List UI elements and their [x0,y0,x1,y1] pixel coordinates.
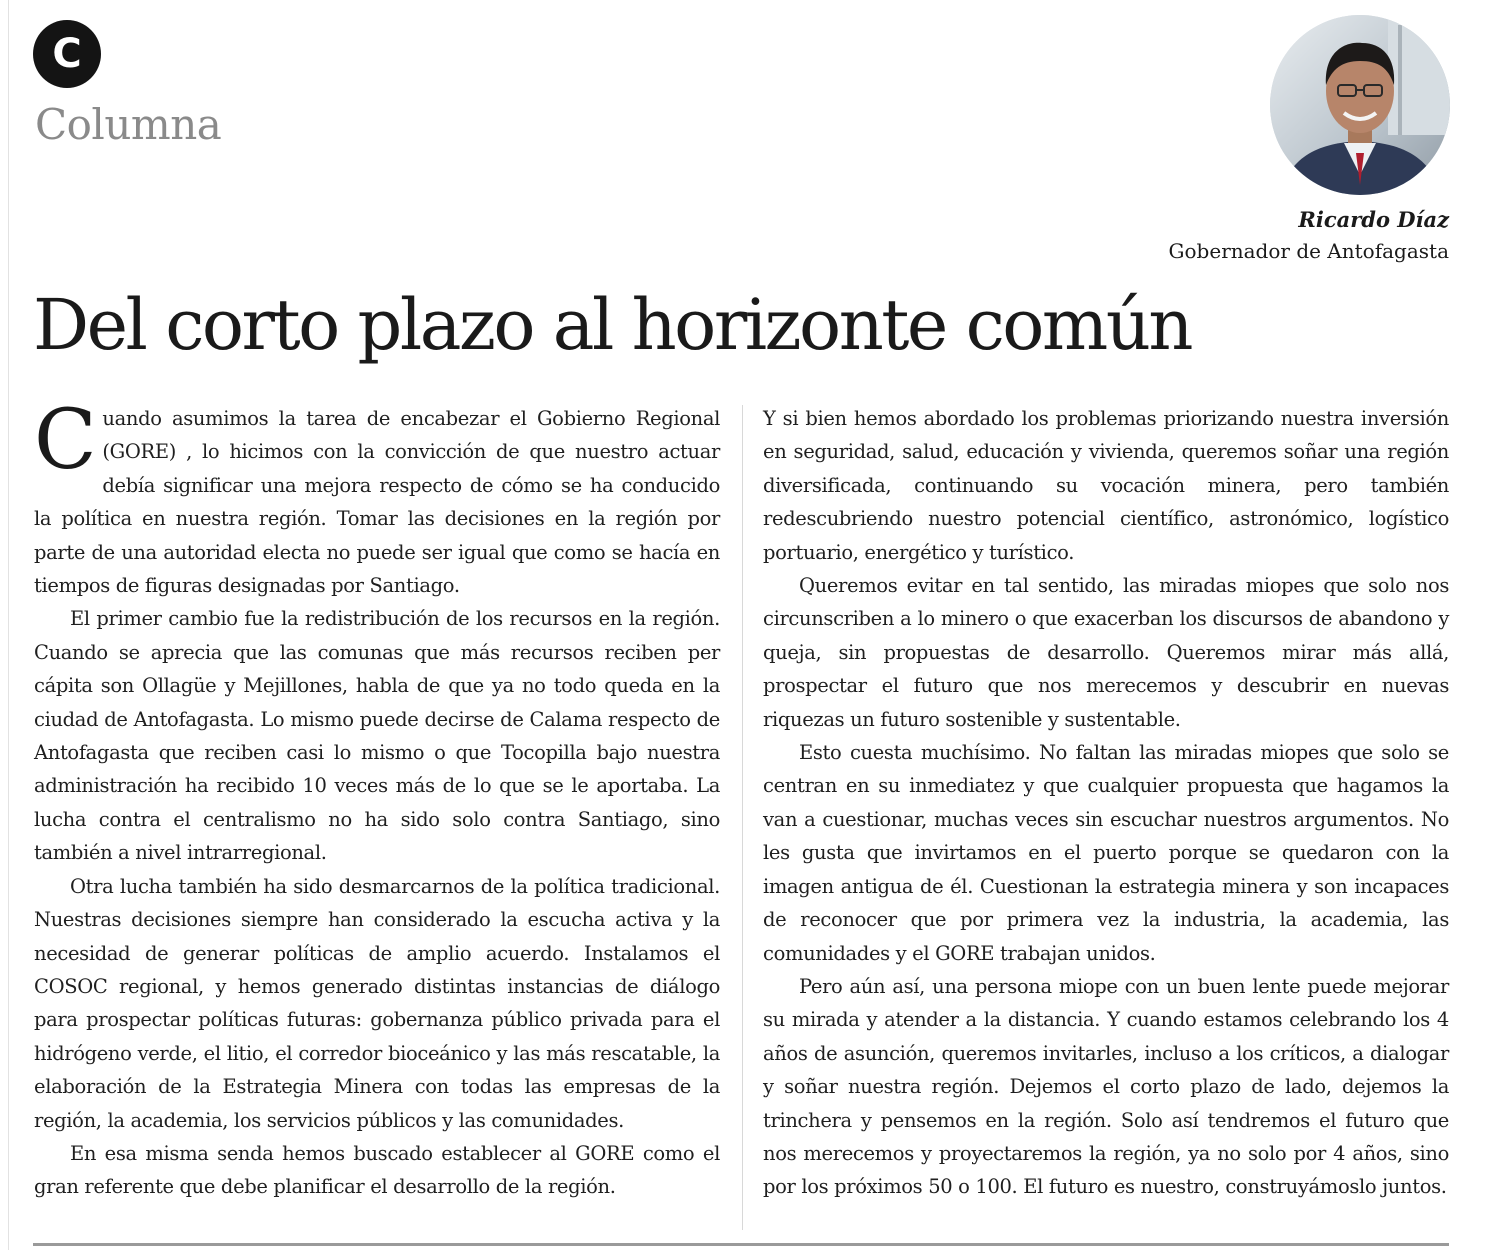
paragraph: Pero aún así, una persona miope con un buen lente puede mejorar su mirada y atender a la distancia. Y cuando estamos celebrando los 4 años de asunción, queremos invitarles, incluso a los críticos, a dialogar y soñar nuestra región. Dejemos el corto plazo de lado, dejemos la trinchera y pensemos en la región. Solo así tendremos el futuro que nos merecemos y proyectaremos la región, ya no solo por 4 años, sino por los próximos 50 o 100. El futuro es nuestro, construyámoslo juntos. [763,974,1449,1199]
paragraph: Queremos evitar en tal sentido, las miradas miopes que solo nos circunscriben a lo minero o que exacerban los discursos de abandono y queja, sin propuestas de desarrollo. Queremos mirar más allá, prospectar el futuro que nos merecemos y descubrir en nuevas riquezas un futuro sostenible y sustentable. [763,574,1449,731]
author-portrait-icon [1270,15,1450,195]
page-edge-line [8,0,9,1250]
author-byline [1169,205,1449,267]
article-column-right [763,402,1449,1204]
author-name: Ricardo Díaz [1298,207,1449,232]
bottom-rule [33,1243,1449,1246]
paragraph: El primer cambio fue la redistribución de los recursos en la región. Cuando se aprecia que las comunas que más recursos reciben per cápita son Ollagüe y Mejillones, habla de que ya no todo queda en la ciudad de Antofagasta. Lo mismo puede decirse de Calama respecto de Antofagasta que reciben casi lo mismo o que Tocopilla bajo nuestra administración ha recibido 10 veces más de lo que se le aportaba. La lucha contra el centralismo no ha sido solo contra Santiago, sino también a nivel intrarregional. [34,607,720,865]
paragraph: Y si bien hemos abordado los problemas priorizando nuestra inversión en seguridad, salud, educación y vivienda, queremos soñar una región diversificada, continuando su vocación minera, pero también redescubriendo nuestro potencial científico, astronómico, logístico portuario, energético y turístico. [763,407,1449,564]
column-divider [742,405,743,1230]
article-headline: Del corto plazo al horizonte común [33,284,1191,366]
column-badge-icon [33,20,101,88]
drop-cap: C [34,393,97,488]
paragraph: Esto cuesta muchísimo. No faltan las miradas miopes que solo se centran en su inmediatez y que cualquier propuesta que hagamos la van a cuestionar, muchas veces sin escuchar nuestros argumentos. No les gusta que invirtamos en el puerto porque se quedaron con la imagen antigua de él. Cuestionan la estrategia minera y son incapaces de reconocer que por primera vez la industria, la academia, las comunidades y el GORE trabajan unidos. [763,741,1449,965]
badge-letter: C [52,31,82,77]
paragraph: En esa misma senda hemos buscado establecer al GORE como el gran referente que debe planificar el desarrollo de la región. [34,1141,720,1199]
author-photo [1270,15,1450,195]
paragraph: Otra lucha también ha sido desmarcarnos de la política tradicional. Nuestras decisiones siempre han considerado la escucha activa y la necesidad de generar políticas de amplio acuerdo. Instalamos el COSOC regional, y hemos generado distintas instancias de diálogo para prospectar políticas futuras: gobernanza público privada para el hidrógeno verde, el litio, el corredor bioceánico y las más rescatable, la elaboración de la Estrategia Minera con todas las empresas de la región, la academia, los servicios públicos y las comunidades. [34,874,720,1132]
author-role: Gobernador de Antofagasta [1168,239,1449,263]
paragraph-text: uando asumimos la tarea de encabezar el Gobierno Regional (GORE) , lo hicimos con la convicción de que nuestro actuar debía significar una mejora respecto de cómo se ha conducido la política en nuestra región. Tomar las decisiones en la región por parte de una autoridad electa no puede ser igual que como se hacía en tiempos de figuras designadas por Santiago. [34,407,720,598]
article-column-left [34,393,720,1204]
paragraph [34,393,720,602]
section-label: Columna [35,100,222,149]
